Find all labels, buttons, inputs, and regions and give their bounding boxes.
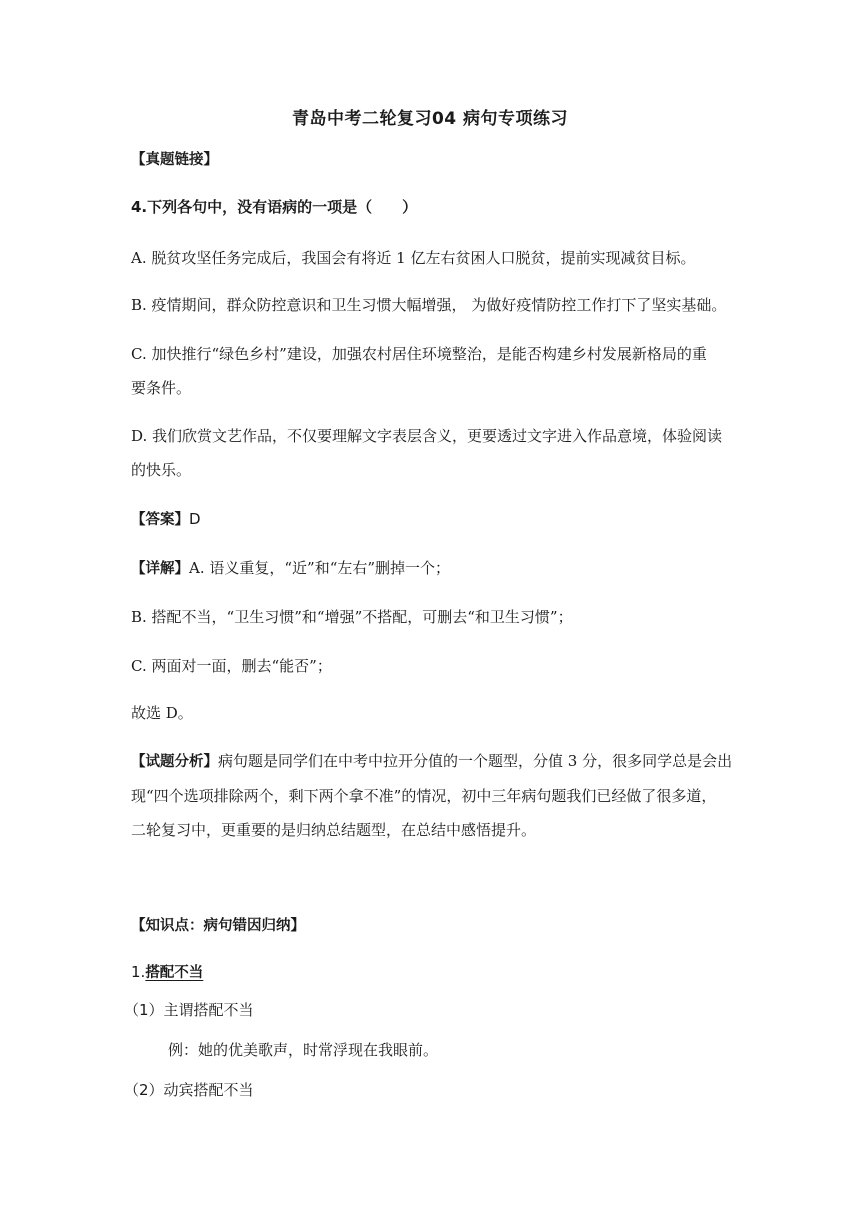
analysis-label: 【试题分析】 xyxy=(131,754,218,770)
sub-item-2: （2）动宾搭配不当 xyxy=(124,1081,254,1099)
option-a: A. 脱贫攻坚任务完成后，我国会有将近 1 亿左右贫困人口脱贫，提前实现减贫目标。 xyxy=(131,249,696,267)
item1-title: 搭配不当 xyxy=(145,965,204,981)
question-text: 4.下列各句中，没有语病的一项是（ ） xyxy=(131,198,418,216)
analysis-line2: 现“四个选项排除两个，剩下两个拿不准”的情况，初中三年病句题我们已经做了很多道， xyxy=(131,787,717,805)
explain-line-b: B. 搭配不当，“卫生习惯”和“增强”不搭配，可删去“和卫生习惯”； xyxy=(131,608,573,626)
analysis-text-1: 病句题是同学们在中考中拉开分值的一个题型，分值 3 分，很多同学总是会出 xyxy=(218,752,733,770)
option-b: B. 疫情期间，群众防控意识和卫生习惯大幅增强， 为做好疫情防控工作打下了坚实基础。 xyxy=(131,296,727,314)
knowledge-item-1 xyxy=(131,962,203,983)
analysis-line3: 二轮复习中，更重要的是归纳总结题型，在总结中感悟提升。 xyxy=(131,821,537,839)
page-title: 青岛中考二轮复习04 病句专项练习 xyxy=(291,109,569,129)
answer-line xyxy=(131,509,201,530)
explain-line-d: 故选 D。 xyxy=(131,704,193,722)
option-c-line1: C. 加快推行“绿色乡村”建设，加强农村居住环境整治，是能否构建乡村发展新格局的重 xyxy=(131,345,707,363)
item1-number: 1. xyxy=(131,963,146,981)
sub-item-1: （1）主谓搭配不当 xyxy=(124,1001,254,1019)
answer-value: D xyxy=(189,510,201,528)
analysis-line1 xyxy=(131,751,732,772)
knowledge-heading: 【知识点：病句错因归纳】 xyxy=(131,918,305,934)
option-c-line2: 要条件。 xyxy=(131,379,192,397)
question-stem xyxy=(131,197,417,217)
section-heading-real-exam: 【真题链接】 xyxy=(131,152,218,168)
option-d-line1: D. 我们欣赏文艺作品，不仅要理解文字表层含义，更要透过文字进入作品意境，体验阅读 xyxy=(131,427,723,445)
option-d-line2: 的快乐。 xyxy=(131,461,192,479)
explain-line-c: C. 两面对一面，删去“能否”； xyxy=(131,657,332,675)
explain-a-text: A. 语义重复，“近”和“左右”删掉一个； xyxy=(189,559,451,577)
answer-label: 【答案】 xyxy=(131,512,189,528)
sub-item-1-example: 例：她的优美歌声，时常浮现在我眼前。 xyxy=(168,1041,439,1059)
explain-label: 【详解】 xyxy=(131,561,189,577)
explain-line-a xyxy=(131,558,450,579)
